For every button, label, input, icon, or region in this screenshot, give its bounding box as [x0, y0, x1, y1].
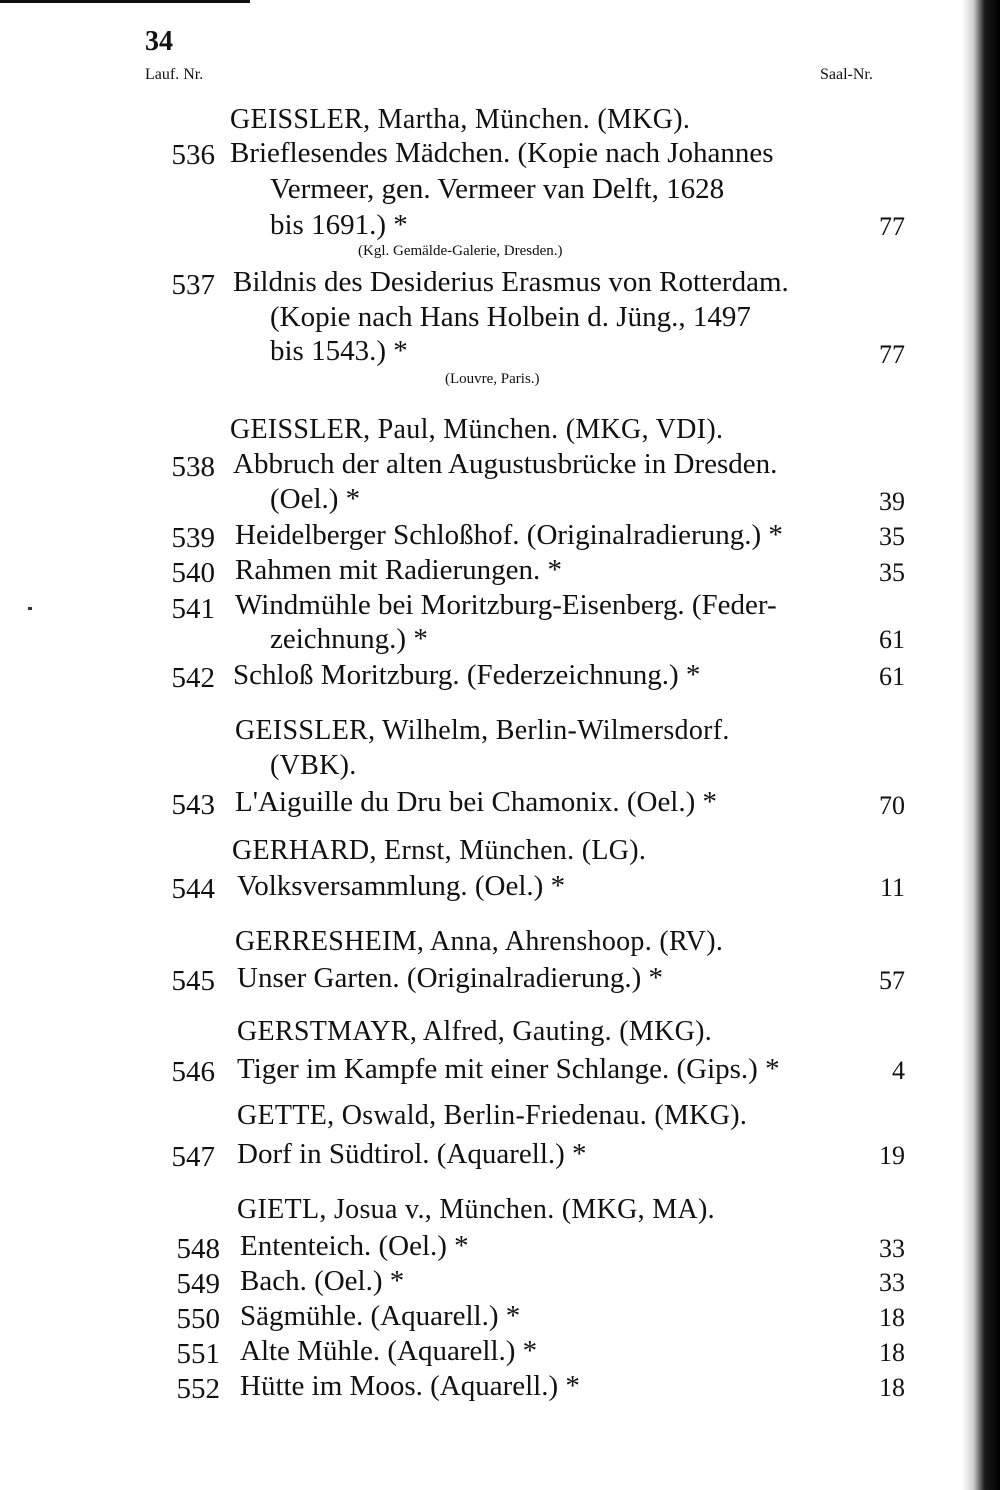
column-header-lauf-nr: Lauf. Nr.	[145, 66, 204, 83]
entry-number: 551	[176, 1338, 220, 1370]
entry-title-line: Hütte im Moos. (Aquarell.) *	[240, 1370, 580, 1402]
saal-number: 18	[879, 1373, 905, 1402]
entry-title-line: bis 1691.) *	[270, 209, 408, 241]
entry-title-line: Alte Mühle. (Aquarell.) *	[240, 1335, 538, 1367]
saal-number: 33	[879, 1268, 905, 1297]
entry-title-line: Bildnis des Desiderius Erasmus von Rotterdam.	[233, 266, 789, 298]
page-top-edge	[0, 0, 250, 3]
saal-number: 57	[879, 966, 905, 995]
entry-title-line: Windmühle bei Moritzburg-Eisenberg. (Feder-	[235, 589, 777, 621]
entry-number: 546	[171, 1056, 215, 1088]
artist-heading: GEISSLER, Martha, München. (MKG).	[230, 104, 691, 135]
entry-title-line: Rahmen mit Radierungen. *	[235, 554, 562, 586]
entry-title-line: bis 1543.) *	[270, 335, 408, 367]
entry-title-line: Unser Garten. (Originalradierung.) *	[237, 962, 663, 994]
artist-heading: GEISSLER, Wilhelm, Berlin-Wilmersdorf.	[235, 715, 730, 746]
artist-heading: GETTE, Oswald, Berlin-Friedenau. (MKG).	[237, 1100, 748, 1131]
entry-number: 539	[171, 522, 215, 554]
entry-title-line: Heidelberger Schloßhof. (Originalradierung.) *	[235, 519, 783, 551]
artist-heading: GIETL, Josua v., München. (MKG, MA).	[237, 1194, 715, 1225]
speck	[28, 607, 32, 610]
saal-number: 39	[879, 487, 905, 516]
saal-number: 11	[879, 873, 905, 902]
entry-source: (Louvre, Paris.)	[445, 371, 540, 387]
page-number: 34	[145, 26, 173, 57]
entry-number: 536	[171, 139, 215, 171]
saal-number: 61	[879, 625, 905, 654]
entry-title-line: L'Aiguille du Dru bei Chamonix. (Oel.) *	[235, 786, 718, 818]
saal-number: 61	[879, 662, 905, 691]
entry-number: 541	[171, 593, 215, 625]
artist-heading: GERHARD, Ernst, München. (LG).	[232, 835, 647, 866]
artist-heading: GERSTMAYR, Alfred, Gauting. (MKG).	[237, 1016, 713, 1047]
entry-number: 540	[171, 557, 215, 589]
entry-number: 547	[171, 1141, 215, 1173]
artist-heading: GERRESHEIM, Anna, Ahrenshoop. (RV).	[235, 926, 724, 957]
entry-title-line: Ententeich. (Oel.) *	[240, 1230, 469, 1262]
saal-number: 35	[879, 522, 905, 551]
saal-number: 19	[879, 1141, 905, 1170]
entry-title-line: Schloß Moritzburg. (Federzeichnung.) *	[233, 659, 701, 691]
column-header-saal-nr: Saal-Nr.	[820, 66, 873, 83]
saal-number: 70	[879, 791, 905, 820]
entry-source: (Kgl. Gemälde-Galerie, Dresden.)	[358, 243, 563, 259]
entry-number: 537	[171, 269, 215, 301]
entry-title-line: Dorf in Südtirol. (Aquarell.) *	[237, 1138, 587, 1170]
artist-heading-continued: (VBK).	[270, 750, 357, 781]
entry-number: 550	[176, 1303, 220, 1335]
entry-number: 548	[176, 1233, 220, 1265]
entry-number: 543	[171, 789, 215, 821]
entry-number: 542	[171, 662, 215, 694]
saal-number: 33	[879, 1234, 905, 1263]
entry-number: 544	[171, 873, 215, 905]
entry-title-line: Bach. (Oel.) *	[240, 1265, 405, 1297]
entry-number: 552	[176, 1373, 220, 1405]
entry-title-line: Sägmühle. (Aquarell.) *	[240, 1300, 521, 1332]
entry-title-line: (Kopie nach Hans Holbein d. Jüng., 1497	[270, 301, 751, 333]
saal-number: 4	[892, 1056, 905, 1085]
entry-number: 549	[176, 1268, 220, 1300]
entry-number: 545	[171, 965, 215, 997]
saal-number: 35	[879, 558, 905, 587]
page-right-edge	[962, 0, 1000, 1490]
entry-title-line: Tiger im Kampfe mit einer Schlange. (Gips.) *	[237, 1053, 780, 1085]
saal-number: 77	[879, 340, 905, 369]
entry-title-line: Vermeer, gen. Vermeer van Delft, 1628	[270, 173, 725, 205]
saal-number: 77	[879, 212, 905, 241]
saal-number: 18	[879, 1303, 905, 1332]
artist-heading: GEISSLER, Paul, München. (MKG, VDI).	[230, 414, 724, 445]
entry-title-line: Brieflesendes Mädchen. (Kopie nach Johannes	[230, 137, 774, 169]
entry-title-line: Abbruch der alten Augustusbrücke in Dresden.	[233, 448, 778, 480]
entry-title-line: zeichnung.) *	[270, 623, 428, 655]
entry-title-line: (Oel.) *	[270, 483, 361, 515]
entry-title-line: Volksversammlung. (Oel.) *	[237, 870, 566, 902]
saal-number: 18	[879, 1338, 905, 1367]
entry-number: 538	[171, 451, 215, 483]
